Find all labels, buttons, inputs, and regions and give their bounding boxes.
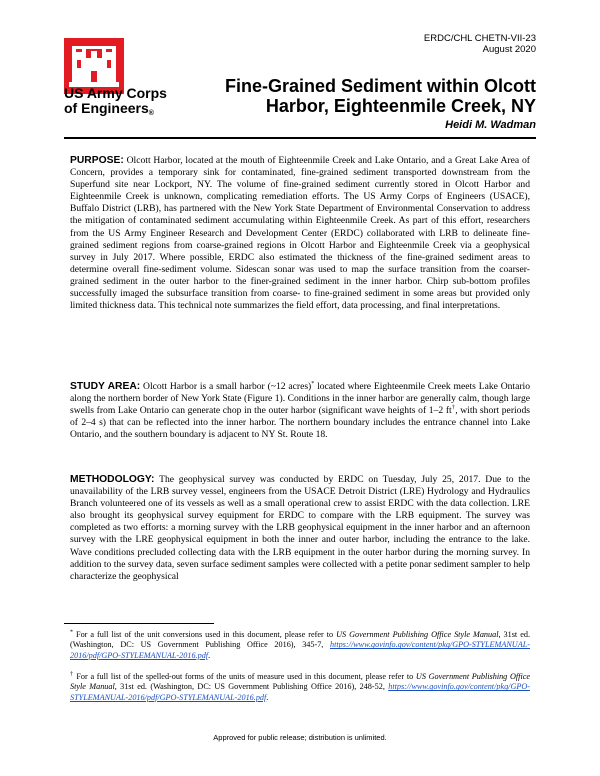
org-line-1: US Army Corps <box>64 85 167 101</box>
footnote-1-end: . <box>208 650 211 660</box>
document-meta <box>424 33 536 55</box>
page-title: Fine-Grained Sediment within Olcott Harbor, Eighteenmile Creek, NY <box>224 76 536 116</box>
footnote-1-mark: * <box>70 629 73 636</box>
study-area-section <box>70 381 530 441</box>
footnote-1-ref: US Government Publishing Office Style Manual <box>336 630 499 639</box>
footnote-2-link[interactable]: https://www.govinfo.gov/content/pkg/GPO-STYLEMANUAL-2016/pdf/GPO-STYLEMANUAL-2016.pdf <box>70 682 530 702</box>
footnote-2-tail: , 31st ed. (Washington, DC: US Government Publishing Office 2016), 248-52, <box>114 682 389 692</box>
footnote-1-tail: , 31st ed. (Washington, DC: US Government Publishing Office 2016), 345-7, <box>70 630 530 650</box>
organization-name <box>64 86 167 121</box>
document-id: ERDC/CHL CHETN-VII-23 <box>423 33 536 44</box>
footnote-2-ref: US Government Publishing Office Style Manual <box>70 672 530 692</box>
footnote-2-mark: † <box>70 671 74 678</box>
study-area-text-c: , with short periods of 2–4 s) that can be reflected into the inner harbor. The northern boundary includes the entrance channel into Lake Ontario, and the southern boundary is adjacent to NY St. Route 18. <box>70 405 531 441</box>
footnote-2 <box>70 672 530 703</box>
document-date: August 2020 <box>482 44 536 55</box>
registered-mark: ® <box>148 110 154 117</box>
footnote-2-end: . <box>266 692 269 702</box>
purpose-heading: PURPOSE: <box>70 155 124 166</box>
org-line-2 <box>64 101 167 121</box>
footnote-ref-1: * <box>311 380 315 387</box>
methodology-section <box>70 474 530 583</box>
study-area-text-a: Olcott Harbor is a small harbor (~12 acres) <box>143 381 312 392</box>
purpose-section <box>70 155 530 312</box>
header-divider <box>64 137 536 139</box>
purpose-text: Olcott Harbor, located at the mouth of Eighteenmile Creek and Lake Ontario, and a Great Lake Area of Concern, provides a temporary sink for contaminated, fine-grained sediment transported downstream from the Superfund site near Lockport, NY. The volume of fine-grained sediment currently stored in Olcott Harbor and Eighteenmile Creek is unknown, complicating remediation efforts. The US Army Corps of Engineers (USACE), Buffalo District (LRB), has partnered with the New York State Department of Environmental Conservation to address the mitigation of contaminated sediment accumulating within Eighteenmile Creek. As part of this effort, researchers from the US Army Engineer Research and Development Center (ERDC) collaborated with LRB to delineate fine-grained sediment regions from coarse-grained regions in Olcott Harbor and Eighteenmile Creek via a geophysical survey in July 2017. Where possible, ERDC also estimated the thickness of the fine-grained sediment areas to determine overall fine-sediment volume. Sidescan sonar was used to map the surface transition from the coarser-grained sediment in the outer harbor to the finer-grained sediment in the inner harbor. Chirp sub-bottom profiles successfully imaged the subsurface transition from coarse- to fine-grained sediment in some areas but provided only limited thickness data. This technical note summarizes the field effort, data processing, and final interpretations. <box>70 155 530 312</box>
study-area-text-b: located where Eighteenmile Creek meets Lake Ontario along the northern border of New York State (Figure 1). Conditions in the inner harbor are generally calm, though large swells from Lake Ontario can generate chop in the outer harbor (significant wave heights of 1–2 ft <box>70 381 531 417</box>
footnote-1-link[interactable]: https://www.govinfo.gov/content/pkg/GPO-STYLEMANUAL-2016/pdf/GPO-STYLEMANUAL-2016.pdf <box>70 640 530 660</box>
study-area-heading: STUDY AREA: <box>70 381 141 392</box>
methodology-text: The geophysical survey was conducted by ERDC on Tuesday, July 25, 2017. Due to the unavailability of the LRB survey vessel, engineers from the USACE Detroit District (LRE) Hydrology and Hydraulics Branch volunteered one of its vessels as well as a small operational crew to assist ERDC with the data collection. LRE also brought its geophysical survey equipment for ERDC to compare with the LRB equipment. The survey was completed as two efforts: a morning survey with the LRB geophysical equipment in the inner harbor and an afternoon survey with the LRE geophysical equipment in both the inner and outer harbor, including the entrance to the lake. Wave conditions precluded collecting data with the LRB equipment in the outer harbor during the morning survey. In addition to the survey data, seven surface sediment samples were collected with a petite ponar sediment sampler to help characterize the geophysical <box>70 474 531 582</box>
distribution-statement: Approved for public release; distribution is unlimited. <box>213 733 387 742</box>
footnote-1-lead: For a full list of the unit conversions used in this document, please refer to <box>73 630 337 639</box>
footnote-1 <box>70 630 530 661</box>
footnote-divider <box>64 623 214 624</box>
author-name: Heidi M. Wadman <box>445 119 536 131</box>
footnote-ref-2: † <box>451 405 456 411</box>
methodology-heading: METHODOLOGY: <box>70 474 155 485</box>
footnote-2-lead: For a full list of the spelled-out forms of the units of measure used in this document, please refer to <box>73 672 416 681</box>
org-line-2-text: of Engineers <box>64 100 149 116</box>
